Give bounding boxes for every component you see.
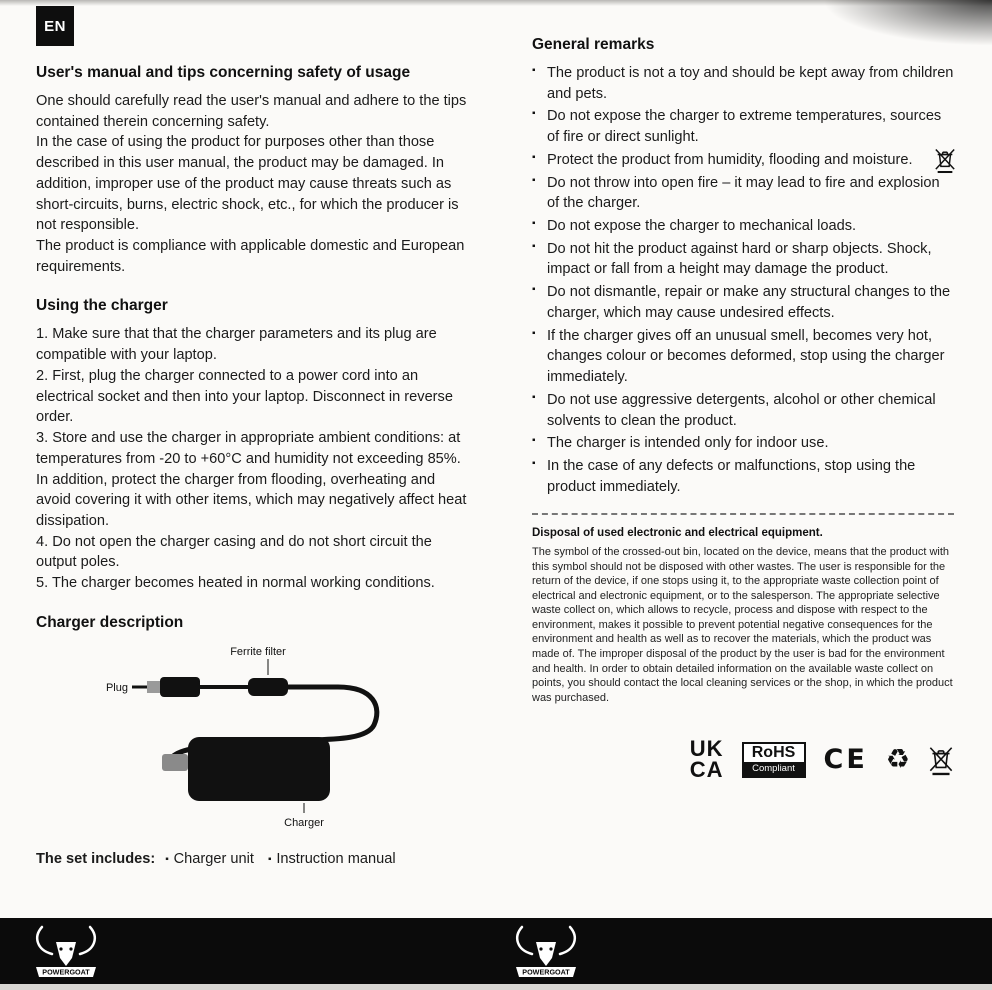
set-item: ▪ Charger unit	[165, 851, 254, 867]
goat-face	[56, 942, 76, 966]
charger-step: 1. Make sure that that the charger parameters and its plug are compatible with your laptop.	[36, 326, 437, 364]
remark-item: ▪ In the case of any defects or malfunctions, stop using the product immediately.	[532, 456, 954, 497]
disposal-heading: Disposal of used electronic and electrical equipment.	[532, 527, 823, 540]
charger-step: 3. Store and use the charger in appropriate ambient conditions: at temperatures from -20 to +60°C and humidity not exceeding 85%. In addition, protect the charger from flooding, overheating and avoid covering it with other items, which may negatively affect heat dissipation.	[36, 430, 467, 529]
charger-label: Charger	[284, 816, 324, 829]
rohs-subtitle: Compliant	[744, 762, 804, 776]
recycling-icon: ♻	[885, 744, 910, 776]
remark-item: ▪ Do not expose the charger to mechanical loads.	[532, 216, 954, 237]
remark-item: ▪ If the charger gives off an unusual smell, becomes very hot, changes colour or becomes deformed, stop using the charger immediately.	[532, 326, 954, 388]
brand-text: POWERGOAT	[522, 967, 570, 977]
rohs-title: RoHS	[751, 743, 796, 761]
charger-description-heading: Charger description	[36, 613, 184, 631]
charger-step: 2. First, plug the charger connected to a power cord into an electrical socket and then into your laptop. Disconnect in reverse order.	[36, 367, 453, 426]
certification-marks	[532, 736, 954, 782]
ce-mark: CE	[823, 744, 868, 776]
usage-heading: User's manual and tips concerning safety of usage	[36, 64, 411, 81]
remark-item: ▪ Protect the product from humidity, flooding and moisture.	[532, 150, 954, 171]
remark-item: ▪ The product is not a toy and should be kept away from children and pets.	[532, 63, 954, 104]
set-includes-line	[36, 851, 472, 867]
left-column	[36, 64, 472, 867]
set-includes-label: The set includes:	[36, 850, 156, 867]
dashed-divider	[532, 513, 954, 515]
language-badge: EN	[36, 6, 74, 46]
rohs-mark	[742, 742, 806, 778]
charger-brick	[188, 737, 330, 801]
powergoat-logo	[28, 922, 104, 980]
ferrite-filter	[248, 678, 288, 696]
scan-bottom-edge	[0, 984, 992, 990]
ukca-mark	[689, 736, 724, 782]
remark-item: ▪ Do not dismantle, repair or make any structural changes to the charger, which may cause undesired effects.	[532, 282, 954, 323]
general-remarks-list	[532, 63, 954, 497]
charger-diagram	[36, 641, 472, 831]
using-charger-heading: Using the charger	[36, 297, 168, 315]
plug-label: Plug	[105, 681, 128, 694]
powergoat-logo	[508, 922, 584, 980]
remark-item: ▪ Do not hit the product against hard or sharp objects. Shock, impact or fall from a height may damage the product.	[532, 239, 954, 280]
charger-step: 5. The charger becomes heated in normal working conditions.	[36, 575, 435, 592]
ukca-bottom: CA	[689, 756, 724, 782]
plug-body	[160, 677, 200, 697]
brand-text: POWERGOAT	[42, 967, 90, 977]
goat-face	[536, 942, 556, 966]
charger-step: 4. Do not open the charger casing and do not short circuit the output poles.	[36, 533, 432, 571]
usage-paragraph: The product is compliance with applicable domestic and European requirements.	[36, 238, 465, 275]
usage-paragraph: One should carefully read the user's manual and adhere to the tips contained therein concerning safety.	[36, 93, 467, 130]
remark-item: ▪ Do not throw into open fire – it may lead to fire and explosion of the charger.	[532, 173, 954, 214]
usage-paragraph: In the case of using the product for purposes other than those described in this user manual, the product may be damaged. In addition, improper use of the product may cause threats such as short-circuits, burns, electric shock, etc., for which the producer is not responsible.	[36, 134, 459, 234]
plug-tip	[147, 681, 160, 693]
footer-bar	[0, 918, 992, 984]
weee-bin-icon-small	[934, 146, 956, 174]
dc-connector	[162, 754, 188, 771]
ukca-top: UK	[689, 736, 724, 762]
ferrite-filter-label: Ferrite filter	[230, 645, 286, 658]
remark-item: ▪ Do not expose the charger to extreme temperatures, sources of fire or direct sunlight.	[532, 106, 954, 147]
weee-bin-icon	[928, 744, 954, 776]
right-column	[532, 36, 954, 781]
disposal-body: The symbol of the crossed-out bin, located on the device, means that the product with this symbol should not be disposed with other wastes. The user is responsible for the return of the device, if one stops using it, to the appropriate waste collection point of electrical and electronic equipment, or to the salesperson. The appropriate selective waste collect on, which allows to recycle, process and dispose with respect to the environment, makes it possible to prevent potential negative consequences for the environment and health as well as to recover the materials, which the product was made of. The improper disposal of the product by the user is bad for the environment and health. In order to obtain detailed information on the available waste collect on points, you should contact the local cleaning services or the shop, in which the product was purchased.	[532, 546, 953, 704]
remark-item: ▪ The charger is intended only for indoor use.	[532, 433, 954, 454]
remark-item: ▪ Do not use aggressive detergents, alcohol or other chemical solvents to clean the product.	[532, 390, 954, 431]
set-item: ▪ Instruction manual	[268, 851, 396, 867]
general-remarks-heading: General remarks	[532, 36, 655, 53]
